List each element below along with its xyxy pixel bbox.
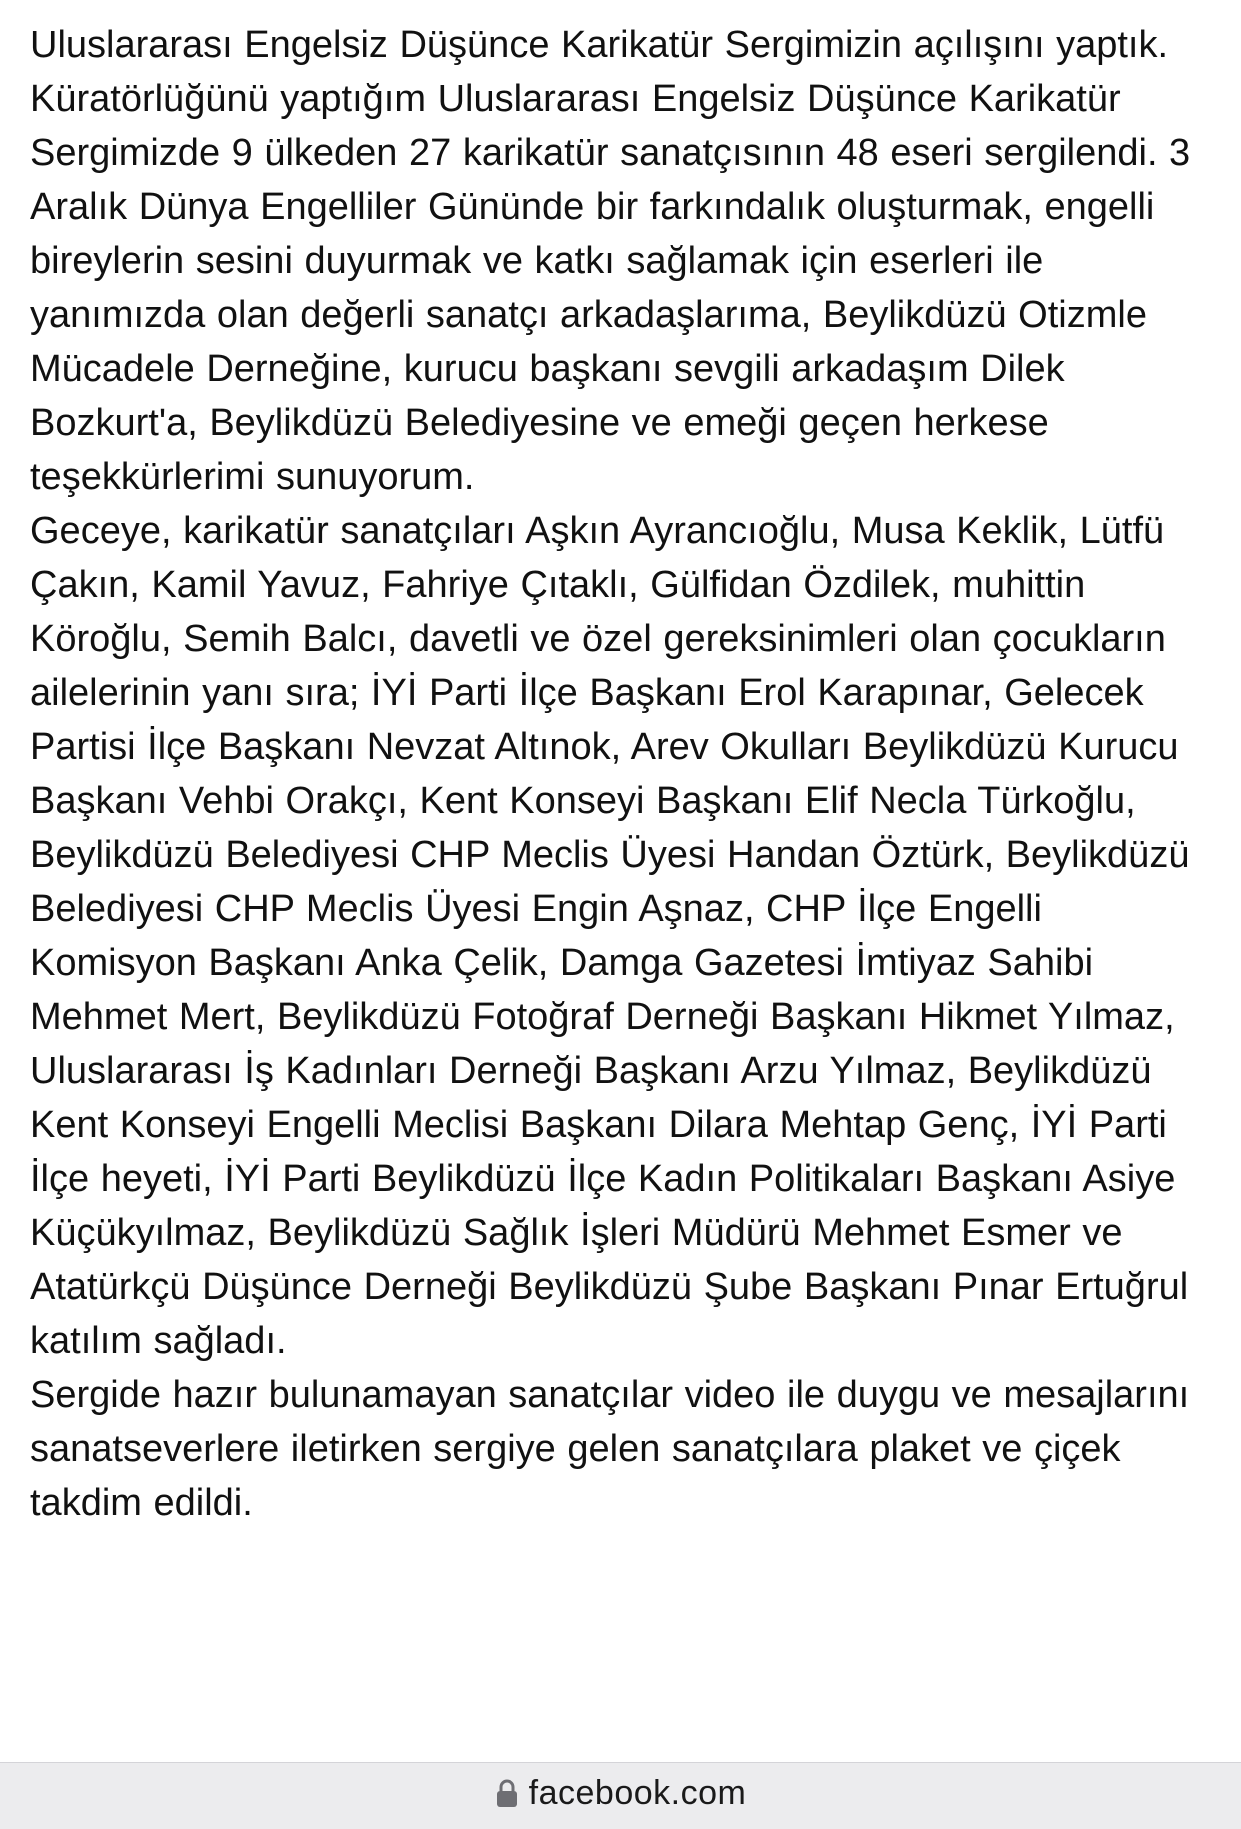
post-paragraph-3: Geceye, karikatür sanatçıları Aşkın Ayrancıoğlu, Musa Keklik, Lütfü Çakın, Kamil Yavuz, Fahriye Çıtaklı, Gülfidan Özdilek, muhittin Köroğlu, Semih Balcı, davetli ve özel gereksinimleri olan çocukların ailelerinin yanı sıra; İYİ Parti İlçe Başkanı Erol Karapınar, Gelecek Partisi İlçe Başkanı Nevzat Altınok, Arev Okulları Beylikdüzü Kurucu Başkanı Vehbi Orakçı, Kent Konseyi Başkanı Elif Necla Türkoğlu, Beylikdüzü Belediyesi CHP Meclis Üyesi Handan Öztürk, Beylikdüzü Belediyesi CHP Meclis Üyesi Engin Aşnaz, CHP İlçe Engelli Komisyon Başkanı Anka Çelik, Damga Gazetesi İmtiyaz Sahibi Mehmet Mert, Beylikdüzü Fotoğraf Derneği Başkanı Hikmet Yılmaz, Uluslararası İş Kadınları Derneği Başkanı Arzu Yılmaz, Beylikdüzü Kent Konseyi Engelli Meclisi Başkanı Dilara Mehtap Genç, İYİ Parti İlçe heyeti, İYİ Parti Beylikdüzü İlçe Kadın Politikaları Başkanı Asiye Küçükyılmaz, Beylikdüzü Sağlık İşleri Müdürü Mehmet Esmer ve Atatürkçü Düşünce Derneği Beylikdüzü Şube Başkanı Pınar Ertuğrul katılım sağladı. <box>30 510 1190 1362</box>
post-paragraph-1: Uluslararası Engelsiz Düşünce Karikatür Sergimizin açılışını yaptık. <box>30 24 1169 66</box>
post-paragraph-2: Küratörlüğünü yaptığım Uluslararası Engelsiz Düşünce Karikatür Sergimizde 9 ülkeden 27 karikatür sanatçısının 48 eseri sergilendi. 3 Aralık Dünya Engelliler Gününde bir farkındalık oluşturmak, engelli bireylerin sesini duyurmak ve katkı sağlamak için eserleri ile yanımızda olan değerli sanatçı arkadaşlarıma, Beylikdüzü Otizmle Mücadele Derneğine, kurucu başkanı sevgili arkadaşım Dilek Bozkurt'a, Beylikdüzü Belediyesine ve emeği geçen herkese teşekkürlerimi sunuyorum. <box>30 78 1191 498</box>
url-text: facebook.com <box>528 1773 747 1812</box>
post-text <box>30 18 1220 1530</box>
url-display[interactable] <box>495 1774 747 1813</box>
browser-address-bar[interactable] <box>0 1762 1241 1829</box>
lock-icon <box>495 1778 519 1808</box>
post-paragraph-4: Sergide hazır bulunamayan sanatçılar video ile duygu ve mesajlarını sanatseverlere iletirken sergiye gelen sanatçılara plaket ve çiçek takdim edildi. <box>30 1374 1190 1524</box>
